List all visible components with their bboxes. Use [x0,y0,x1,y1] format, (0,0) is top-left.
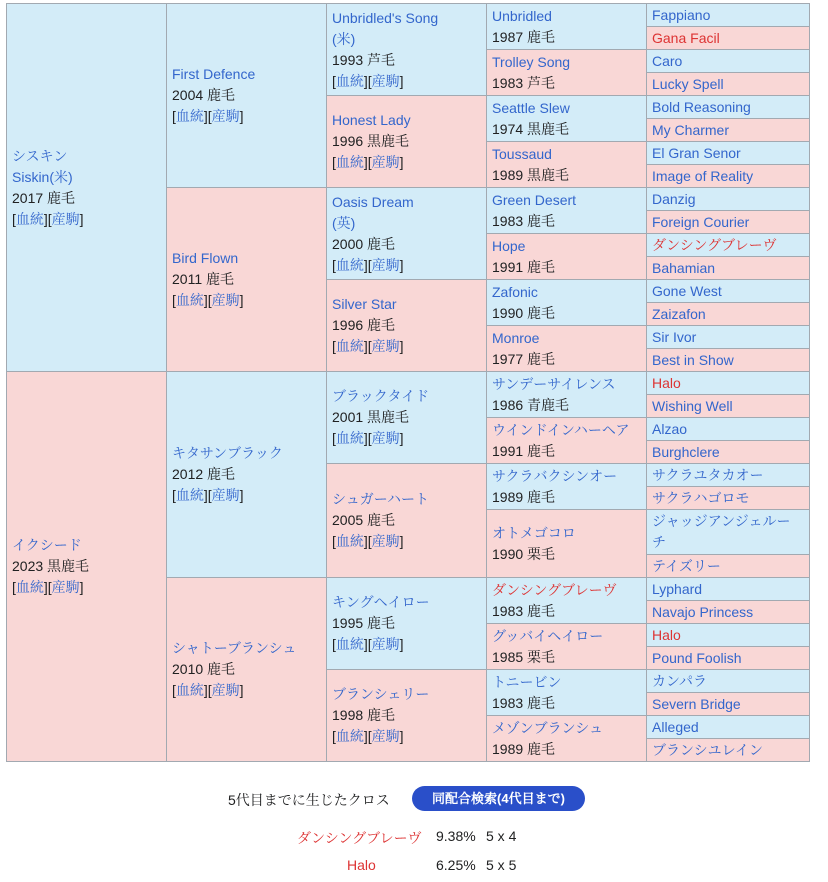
horse-coat-color: 鹿毛 [47,189,76,206]
horse-coat-color: 鹿毛 [207,661,236,677]
horse-coat-color: 栗毛 [527,648,556,665]
ancestor-gen5-cell [647,395,810,418]
sire-cell [7,4,167,372]
horse-name-link[interactable]: Caro [652,52,683,69]
horse-coat-color: 栗毛 [527,545,556,562]
horse-name-link[interactable]: (米) [332,30,356,47]
ancestor-gen5-cell [647,441,810,464]
ancestor-gen5-cell [647,647,810,670]
pedigree-table [6,3,810,762]
ancestor-gen4-cell [487,188,647,234]
great-grandparent-cell [327,372,487,464]
horse-name-link[interactable]: Lyphard [652,580,703,597]
ancestor-gen5-cell [647,601,810,624]
horse-year: 1991 [492,258,524,275]
pedigree-link[interactable]: 血統 [335,338,364,354]
ancestor-gen5-cell [647,142,810,165]
horse-name-link[interactable]: Bold Reasoning [652,98,751,115]
horse-coat-color: 鹿毛 [527,442,556,459]
horse-year: 1977 [492,350,524,367]
pedigree-link[interactable]: 血統 [15,210,44,227]
great-grandparent-cell [327,4,487,96]
horse-name-link[interactable]: Pound Foolish [652,649,742,666]
horse-birth-info [332,705,481,726]
great-grandparent-cell [327,578,487,670]
ancestor-gen5-cell [647,555,810,578]
horse-name-link[interactable]: Navajo Princess [652,603,754,620]
horse-name-link[interactable]: Green Desert [492,191,577,208]
ancestor-gen5-cell [647,280,810,303]
horse-birth-info [172,659,321,680]
horse-birth-info [492,441,641,462]
pedigree-links: [血統][産駒] [332,533,404,549]
horse-name-link[interactable]: テイズリー [652,557,721,574]
ancestor-gen4-cell [487,142,647,188]
ancestor-gen4-cell [487,716,647,762]
horse-name-link[interactable]: Fappiano [652,6,711,23]
ancestor-gen4-cell [487,670,647,716]
horse-name-link[interactable]: Gone West [652,282,722,299]
cross-horse-name[interactable]: ダンシングブレーヴ [297,830,422,846]
horse-birth-info [492,739,641,760]
ancestor-gen4-cell [487,4,647,50]
pedigree-link[interactable]: 血統 [175,292,204,308]
horse-name-link[interactable]: サンデーサイレンス [492,375,616,392]
ancestor-gen5-cell [647,349,810,372]
pedigree-link[interactable]: 血統 [175,108,204,124]
horse-birth-info [492,544,641,565]
horse-name-link[interactable]: Trolley Song [492,53,571,70]
horse-coat-color: 鹿毛 [527,602,556,619]
cross-generation: 5 x 5 [486,857,517,873]
ancestor-gen5-cell [647,418,810,441]
horse-coat-color: 鹿毛 [527,212,556,229]
progeny-link[interactable]: 産駒 [371,430,400,446]
horse-name-link[interactable]: Honest Lady [332,112,411,128]
horse-birth-info [172,464,321,485]
horse-birth-info [12,556,161,577]
horse-name-link[interactable]: ダンシングブレーヴ [492,581,617,598]
horse-coat-color: 鹿毛 [527,740,556,757]
horse-name-link[interactable]: Burghclere [652,443,720,460]
pedigree-links: [血統][産駒] [332,430,404,446]
horse-coat-color: 鹿毛 [527,488,556,505]
pedigree-link[interactable]: 血統 [335,72,364,89]
ancestor-gen4-cell [487,418,647,464]
horse-name-link[interactable]: Foreign Courier [652,213,750,230]
progeny-link[interactable]: 産駒 [371,533,400,549]
horse-name-link[interactable]: サクラハゴロモ [652,489,750,506]
progeny-link[interactable]: 産駒 [371,256,400,273]
horse-birth-info [332,510,481,531]
ancestor-gen5-cell [647,739,810,762]
pedigree-link[interactable]: 血統 [335,728,364,744]
pedigree-links: [血統][産駒] [172,292,244,308]
horse-name-link[interactable]: キングヘイロー [332,594,430,610]
horse-birth-info [172,85,321,106]
progeny-link[interactable]: 産駒 [51,210,80,227]
horse-name-link[interactable]: Alzao [652,420,688,437]
horse-name-link[interactable]: Halo [652,626,681,643]
horse-year: 1989 [492,166,524,183]
horse-year: 2010 [172,661,204,677]
progeny-link[interactable]: 産駒 [211,487,240,503]
horse-name-link[interactable]: メゾンブランシュ [492,719,603,736]
pedigree-links: [血統][産駒] [172,108,244,124]
horse-coat-color: 鹿毛 [367,707,396,723]
progeny-link[interactable]: 産駒 [371,72,400,89]
pedigree-link[interactable]: 血統 [15,579,44,595]
ancestor-gen5-cell [647,464,810,487]
horse-name-link[interactable]: Wishing Well [652,397,733,414]
horse-coat-color: 鹿毛 [367,512,396,528]
horse-name-link[interactable]: サクラユタカオー [652,466,764,483]
horse-coat-color: 鹿毛 [367,317,396,333]
ancestor-gen4-cell [487,326,647,372]
great-grandparent-cell [327,96,487,188]
horse-name-link[interactable]: シュガーハート [332,491,430,507]
horse-name-link[interactable]: イクシード [12,537,82,553]
ancestor-gen5-cell [647,372,810,395]
ancestor-gen5-cell [647,211,810,234]
horse-year: 1985 [492,648,524,665]
horse-name-link[interactable]: (英) [332,214,356,231]
horse-name-link[interactable]: Unbridled's Song [332,9,439,26]
ancestor-gen5-cell [647,4,810,27]
horse-name-link[interactable]: Alleged [652,718,699,735]
horse-year: 1990 [492,545,524,562]
ancestor-gen5-cell [647,257,810,280]
great-grandparent-cell [327,280,487,372]
pedigree-links: [血統][産駒] [12,210,84,227]
horse-birth-info [492,119,641,140]
horse-birth-info [492,647,641,668]
horse-name-link[interactable]: ブランシユレイン [652,741,763,758]
horse-name-link[interactable]: Lucky Spell [652,75,724,92]
horse-year: 2001 [332,409,364,425]
horse-year: 1989 [492,740,524,757]
pedigree-links: [血統][産駒] [332,636,404,652]
horse-coat-color: 黒鹿毛 [527,166,570,183]
pedigree-links: [血統][産駒] [332,72,404,89]
progeny-link[interactable]: 産駒 [371,728,400,744]
horse-year: 1993 [332,51,364,68]
horse-birth-info [492,73,641,94]
progeny-link[interactable]: 産駒 [51,579,80,595]
horse-birth-info [332,234,481,255]
horse-coat-color: 鹿毛 [527,350,556,367]
horse-birth-info [492,27,641,48]
horse-birth-info [492,693,641,714]
horse-name-link[interactable]: Bird Flown [172,250,239,266]
grandparent-cell [167,188,327,372]
horse-year: 1991 [492,442,524,459]
progeny-link[interactable]: 産駒 [211,292,240,308]
horse-name-link[interactable]: ブラックタイド [332,388,430,404]
horse-year: 1986 [492,396,524,413]
progeny-link[interactable]: 産駒 [211,108,240,124]
horse-name-link[interactable]: Halo [652,374,681,391]
horse-year: 2011 [172,271,203,287]
horse-birth-info [332,315,481,336]
cross-generation: 5 x 4 [486,828,517,844]
progeny-link[interactable]: 産駒 [371,338,400,354]
progeny-link[interactable]: 産駒 [371,636,400,652]
horse-coat-color: 鹿毛 [367,615,396,631]
horse-name-link[interactable]: ウインドインハーヘア [492,421,630,438]
ancestor-gen5-cell [647,693,810,716]
horse-name-link[interactable]: Zafonic [492,283,538,300]
ancestor-gen5-cell [647,510,810,555]
horse-name-link[interactable]: Toussaud [492,145,552,162]
grandparent-cell [167,4,327,188]
ancestor-gen5-cell [647,716,810,739]
horse-name-link[interactable]: Gana Facil [652,29,720,46]
horse-name-link[interactable]: Monroe [492,329,540,346]
horse-year: 1990 [492,304,524,321]
horse-name-link[interactable]: ブランシェリー [332,686,430,702]
horse-name-link[interactable]: Image of Reality [652,167,754,184]
horse-name-link[interactable]: Sir Ivor [652,328,697,345]
horse-name-link[interactable]: Danzig [652,190,696,207]
horse-name-link[interactable]: シャトーブランシュ [172,640,297,656]
horse-birth-info [332,407,481,428]
horse-coat-color: 黒鹿毛 [367,133,410,149]
horse-year: 1989 [492,488,524,505]
grandparent-cell [167,578,327,762]
horse-year: 1996 [332,133,364,149]
pedigree-links: [血統][産駒] [332,338,404,354]
ancestor-gen4-cell [487,464,647,510]
horse-birth-info [492,395,641,416]
horse-name-link[interactable]: Best in Show [652,351,734,368]
horse-coat-color: 鹿毛 [527,304,556,321]
horse-name-link[interactable]: オトメゴコロ [492,524,576,541]
great-grandparent-cell [327,188,487,280]
horse-name-link[interactable]: Bahamian [652,259,716,276]
pedigree-links: [血統][産駒] [332,154,404,170]
ancestor-gen5-cell [647,188,810,211]
horse-name-link[interactable]: Zaizafon [652,305,706,322]
ancestor-gen5-cell [647,73,810,96]
pedigree-link[interactable]: 血統 [335,154,364,170]
horse-year: 2005 [332,512,364,528]
horse-name-link[interactable]: My Charmer [652,121,730,138]
ancestor-gen5-cell [647,326,810,349]
pedigree-link[interactable]: 血統 [335,533,364,549]
ancestor-gen5-cell [647,50,810,73]
horse-birth-info [332,613,481,634]
horse-coat-color: 青鹿毛 [527,396,570,413]
same-mating-search-button[interactable]: 同配合検索(4代目まで) [412,786,585,811]
horse-name-link[interactable]: Seattle Slew [492,99,570,116]
ancestor-gen5-cell [647,578,810,601]
horse-name-link[interactable]: Severn Bridge [652,695,741,712]
horse-name-link[interactable]: キタサンブラック [172,445,283,461]
horse-birth-info [172,269,321,290]
pedigree-link[interactable]: 血統 [175,682,204,698]
cross-percentage: 6.25% [436,857,476,873]
ancestor-gen4-cell [487,234,647,280]
great-grandparent-cell [327,464,487,578]
ancestor-gen4-cell [487,96,647,142]
horse-birth-info [492,349,641,370]
ancestor-gen5-cell [647,96,810,119]
horse-name-link[interactable]: Unbridled [492,7,552,24]
ancestor-gen5-cell [647,234,810,257]
cross-horse-name[interactable]: Halo [347,857,376,873]
pedigree-link[interactable]: 血統 [335,430,364,446]
ancestor-gen5-cell [647,303,810,326]
horse-name-link[interactable]: サクラバクシンオー [492,467,618,484]
ancestor-gen5-cell [647,670,810,693]
horse-birth-info [492,601,641,622]
horse-name-link[interactable]: グッバイヘイロー [492,627,604,644]
horse-name-link[interactable]: First Defence [172,66,256,82]
horse-birth-info [492,487,641,508]
horse-coat-color: 鹿毛 [206,271,234,287]
horse-year: 1983 [492,212,524,229]
horse-coat-color: 黒鹿毛 [47,558,90,574]
horse-year: 2023 [12,558,44,574]
pedigree-links: [血統][産駒] [332,256,404,273]
horse-year: 1983 [492,74,524,91]
horse-year: 2004 [172,87,204,103]
horse-year: 2012 [172,466,204,482]
horse-birth-info [492,257,641,278]
pedigree-link[interactable]: 血統 [175,487,204,503]
horse-coat-color: 芦毛 [367,51,396,68]
horse-year: 1996 [332,317,364,333]
progeny-link[interactable]: 産駒 [371,154,400,170]
horse-coat-color: 芦毛 [527,74,556,91]
horse-coat-color: 黒鹿毛 [527,120,570,137]
horse-year: 2017 [12,189,44,206]
horse-name-link[interactable]: カンパラ [652,672,708,689]
horse-year: 2000 [332,235,364,252]
horse-year: 1983 [492,694,524,711]
pedigree-links: [血統][産駒] [172,487,244,503]
pedigree-links: [血統][産駒] [172,682,244,698]
dam-cell [7,372,167,762]
pedigree-links: [血統][産駒] [332,728,404,744]
ancestor-gen4-cell [487,624,647,670]
cross-percentage: 9.38% [436,828,476,844]
ancestor-gen4-cell [487,578,647,624]
horse-birth-info [492,211,641,232]
progeny-link[interactable]: 産駒 [211,682,240,698]
ancestor-gen5-cell [647,119,810,142]
horse-name-link[interactable]: シスキン [12,147,68,164]
horse-name-link[interactable]: Siskin(米) [12,168,73,185]
pedigree-link[interactable]: 血統 [335,256,364,273]
ancestor-gen4-cell [487,372,647,418]
horse-year: 1987 [492,28,524,45]
horse-year: 1983 [492,602,524,619]
cross-heading: 5代目までに生じたクロス [228,792,390,808]
horse-birth-info [332,50,481,71]
ancestor-gen4-cell [487,280,647,326]
horse-birth-info [12,188,161,209]
ancestor-gen5-cell [647,487,810,510]
horse-name-link[interactable]: Hope [492,237,526,254]
horse-coat-color: 鹿毛 [527,258,556,275]
horse-year: 1998 [332,707,364,723]
great-grandparent-cell [327,670,487,762]
horse-name-link[interactable]: トニービン [492,673,562,690]
horse-name-link[interactable]: Oasis Dream [332,193,414,210]
horse-coat-color: 鹿毛 [527,694,556,711]
pedigree-links: [血統][産駒] [12,579,84,595]
ancestor-gen5-cell [647,27,810,50]
pedigree-link[interactable]: 血統 [335,636,364,652]
horse-coat-color: 鹿毛 [367,235,396,252]
ancestor-gen5-cell [647,165,810,188]
horse-name-link[interactable]: Silver Star [332,296,397,312]
ancestor-gen4-cell [487,50,647,96]
horse-name-link[interactable]: ジャッジアンジェルーチ [652,513,791,550]
horse-year: 1974 [492,120,524,137]
ancestor-gen5-cell [647,624,810,647]
horse-coat-color: 黒鹿毛 [367,409,410,425]
horse-birth-info [332,131,481,152]
horse-name-link[interactable]: El Gran Senor [652,144,741,161]
horse-coat-color: 鹿毛 [527,28,556,45]
horse-year: 1995 [332,615,364,631]
horse-birth-info [492,303,641,324]
horse-coat-color: 鹿毛 [207,87,236,103]
ancestor-gen4-cell [487,510,647,578]
grandparent-cell [167,372,327,578]
horse-name-link[interactable]: ダンシングブレーヴ [652,236,777,253]
horse-birth-info [492,165,641,186]
horse-coat-color: 鹿毛 [207,466,236,482]
